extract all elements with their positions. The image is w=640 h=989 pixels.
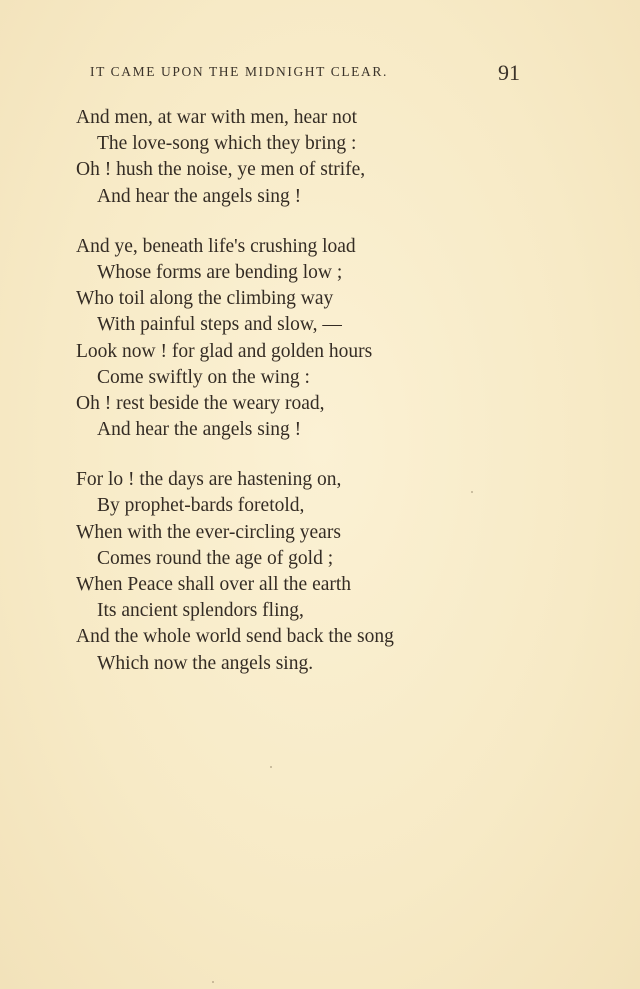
paper-speck — [212, 981, 214, 983]
stanza-3 — [76, 467, 516, 677]
poem-line: Look now ! for glad and golden hours — [76, 340, 373, 362]
paper-speck — [471, 491, 473, 493]
poem-line: And hear the angels sing ! — [97, 185, 302, 207]
poem-line: And the whole world send back the song — [76, 626, 394, 648]
poem-line: Come swiftly on the wing : — [97, 366, 310, 388]
poem-line: Which now the angels sing. — [97, 652, 314, 674]
poem-line: And hear the angels sing ! — [97, 419, 302, 441]
running-head — [90, 62, 520, 86]
poem-line: The love-song which they bring : — [97, 133, 357, 155]
poem-line: Oh ! rest beside the weary road, — [76, 392, 325, 414]
stanza-2 — [76, 234, 516, 444]
paper-speck — [270, 766, 272, 768]
poem-line: With painful steps and slow, — — [97, 314, 342, 336]
poem-line: When with the ever-circling years — [76, 521, 341, 543]
poem-line: By prophet-bards foretold, — [97, 495, 305, 517]
poem-line: And ye, beneath life's crushing load — [76, 235, 356, 257]
poem-line: And men, at war with men, hear not — [76, 107, 358, 128]
poem-line: For lo ! the days are hastening on, — [76, 469, 342, 491]
page-number: 91 — [498, 60, 520, 85]
poem-line: Oh ! hush the noise, ye men of strife, — [76, 159, 366, 181]
stanza-1 — [76, 105, 516, 210]
poem-line: Who toil along the climbing way — [76, 288, 334, 310]
poem-line: When Peace shall over all the earth — [76, 574, 352, 595]
poem-line: Whose forms are bending low ; — [97, 261, 343, 283]
poem-line: Comes round the age of gold ; — [97, 547, 334, 569]
poem-body — [76, 105, 516, 701]
running-title: IT CAME UPON THE MIDNIGHT CLEAR. — [90, 64, 388, 79]
poem-line: Its ancient splendors fling, — [97, 600, 304, 622]
